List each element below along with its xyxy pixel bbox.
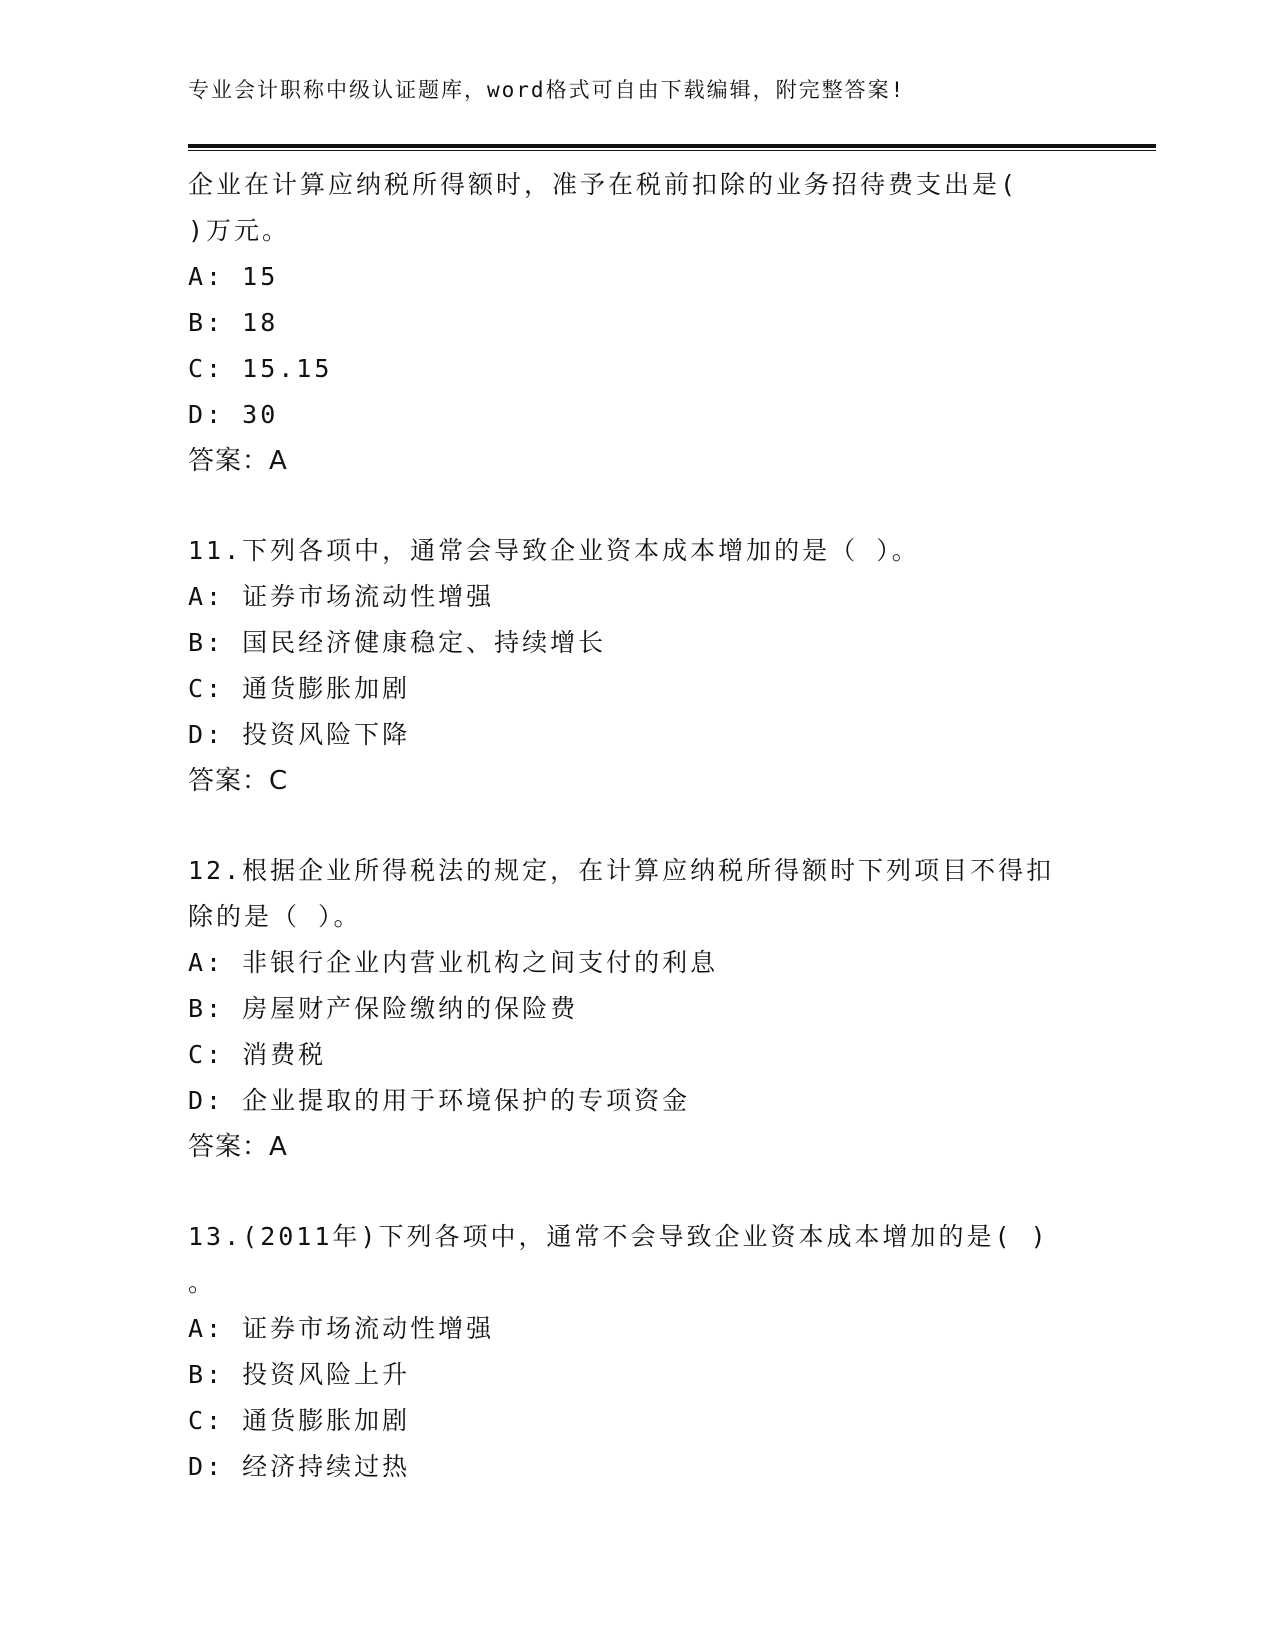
option-b: B: 房屋财产保险缴纳的保险费 (188, 994, 579, 1023)
option-c: C: 消费税 (188, 1040, 327, 1069)
question-block (188, 848, 1088, 1170)
question-stem-line: 。 (188, 1268, 217, 1297)
spacer (188, 484, 1088, 528)
question-block (188, 528, 1088, 804)
spacer (188, 804, 1088, 848)
spacer (188, 1170, 1088, 1214)
option-a: A: 证券市场流动性增强 (188, 582, 495, 611)
option-c: C: 通货膨胀加剧 (188, 1406, 411, 1435)
option-b: B: 国民经济健康稳定、持续增长 (188, 628, 607, 657)
question-list (188, 162, 1088, 1490)
page-header: 专业会计职称中级认证题库，word格式可自由下载编辑，附完整答案! (188, 78, 906, 102)
header-rule-thin (188, 150, 1156, 151)
option-a: A: 证券市场流动性增强 (188, 1314, 495, 1343)
question-stem-line: 企业在计算应纳税所得额时，准予在税前扣除的业务招待费支出是( (188, 170, 1019, 199)
question-stem-line: )万元。 (188, 216, 291, 245)
answer-label: 答案：A (188, 446, 288, 476)
option-a: A: 15 (188, 262, 279, 291)
option-d: D: 经济持续过热 (188, 1452, 411, 1481)
header-rule-thick (188, 144, 1156, 148)
option-d: D: 投资风险下降 (188, 720, 411, 749)
question-block (188, 162, 1088, 484)
option-b: B: 18 (188, 308, 279, 337)
option-b: B: 投资风险上升 (188, 1360, 411, 1389)
option-d: D: 30 (188, 400, 279, 429)
question-stem-line: 12.根据企业所得税法的规定，在计算应纳税所得额时下列项目不得扣 (188, 856, 1055, 885)
question-stem-line: 除的是（ ）。 (188, 902, 362, 931)
option-c: C: 通货膨胀加剧 (188, 674, 411, 703)
question-block (188, 1214, 1088, 1490)
answer-label: 答案：C (188, 766, 289, 796)
question-stem-line: 11.下列各项中，通常会导致企业资本成本增加的是（ ）。 (188, 536, 920, 565)
answer-label: 答案：A (188, 1132, 288, 1162)
option-a: A: 非银行企业内营业机构之间支付的利息 (188, 948, 719, 977)
option-d: D: 企业提取的用于环境保护的专项资金 (188, 1086, 691, 1115)
question-stem-line: 13.(2011年)下列各项中，通常不会导致企业资本成本增加的是( ) (188, 1222, 1049, 1251)
option-c: C: 15.15 (188, 354, 333, 383)
